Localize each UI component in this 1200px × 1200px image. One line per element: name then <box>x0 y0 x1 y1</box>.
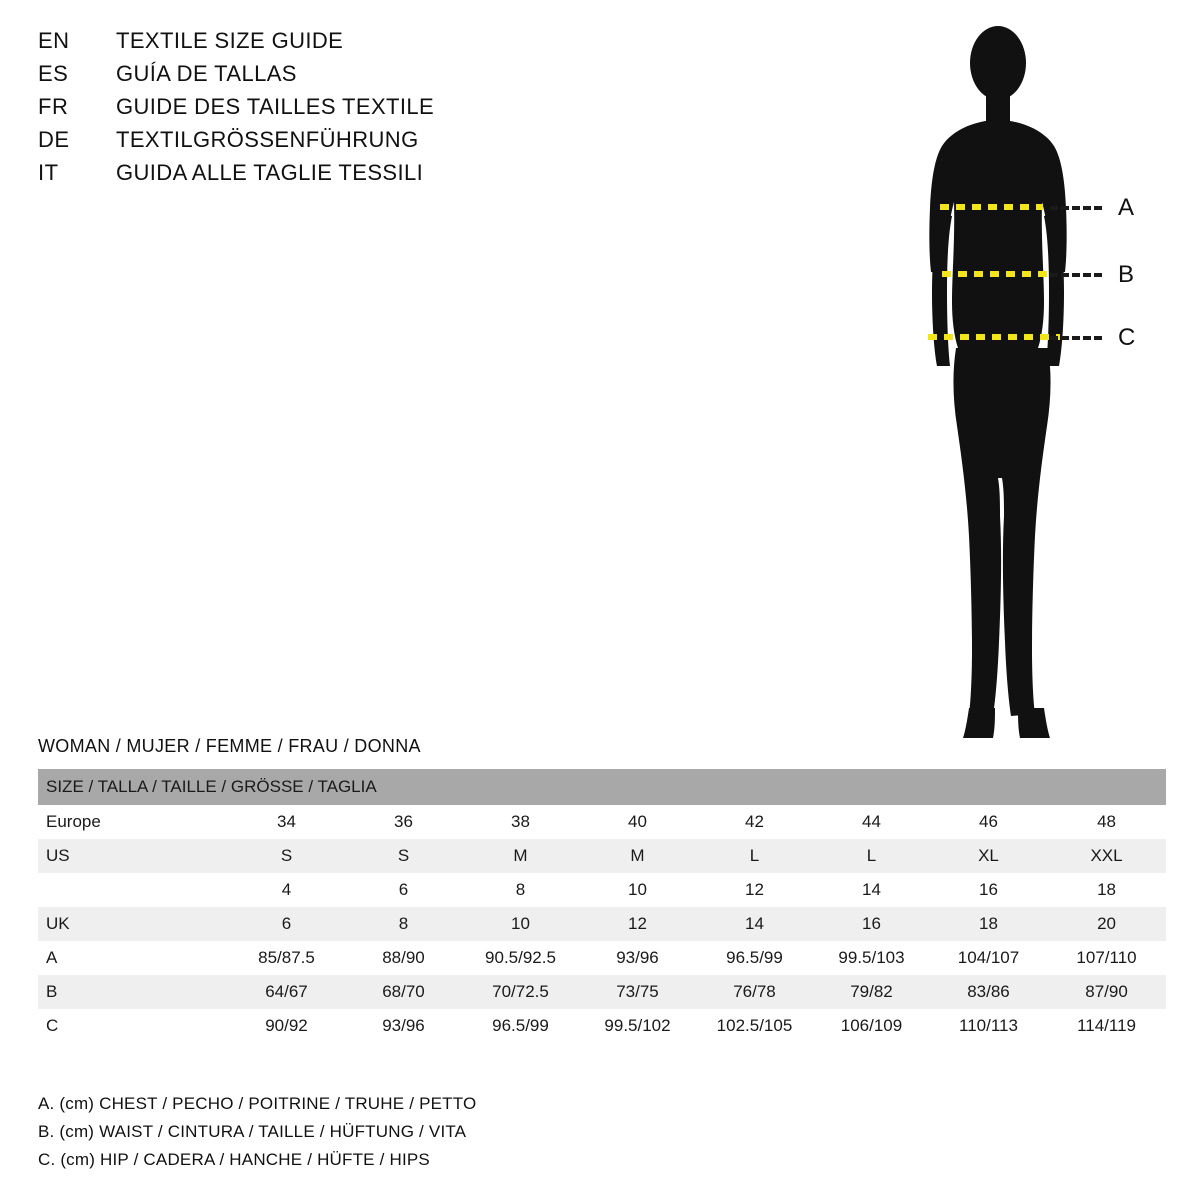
row-label: A <box>38 941 228 975</box>
cell: XXL <box>1047 839 1166 873</box>
cell: 106/109 <box>813 1009 930 1043</box>
title-text: TEXTILGRÖSSENFÜHRUNG <box>116 127 419 152</box>
cell: 34 <box>228 805 345 839</box>
cell: 18 <box>1047 873 1166 907</box>
size-table-section <box>38 736 1166 1043</box>
marker-hip <box>1050 324 1135 352</box>
cell: 83/86 <box>930 975 1047 1009</box>
cell: 10 <box>579 873 696 907</box>
table-row <box>38 805 1166 839</box>
table-row <box>38 1009 1166 1043</box>
cell: 110/113 <box>930 1009 1047 1043</box>
title-lang-code: ES <box>38 61 69 86</box>
title-text: GUIDA ALLE TAGLIE TESSILI <box>116 160 424 185</box>
cell: 96.5/99 <box>462 1009 579 1043</box>
cell: XL <box>930 839 1047 873</box>
cell: 48 <box>1047 805 1166 839</box>
cell: 93/96 <box>579 941 696 975</box>
row-label: Europe <box>38 805 228 839</box>
title-lang-code: EN <box>38 28 70 53</box>
cell: 16 <box>930 873 1047 907</box>
marker-waist <box>1050 261 1134 289</box>
table-row <box>38 975 1166 1009</box>
marker-letter: C <box>1118 324 1136 351</box>
cell: 79/82 <box>813 975 930 1009</box>
cell: 14 <box>813 873 930 907</box>
cell: 85/87.5 <box>228 941 345 975</box>
table-row <box>38 839 1166 873</box>
dashed-leader-line <box>1050 273 1102 277</box>
cell: 99.5/102 <box>579 1009 696 1043</box>
title-lang-code: DE <box>38 127 70 152</box>
title-row <box>38 94 598 127</box>
cell: 88/90 <box>345 941 462 975</box>
cell: 18 <box>930 907 1047 941</box>
cell: 87/90 <box>1047 975 1166 1009</box>
marker-chest <box>1050 194 1134 222</box>
table-row <box>38 873 1166 907</box>
row-label: B <box>38 975 228 1009</box>
table-header-row <box>38 769 1166 805</box>
cell: 12 <box>579 907 696 941</box>
cell: 46 <box>930 805 1047 839</box>
marker-letter: A <box>1118 194 1135 221</box>
cell: 90/92 <box>228 1009 345 1043</box>
cell: 36 <box>345 805 462 839</box>
title-text: GUIDE DES TAILLES TEXTILE <box>116 94 435 119</box>
title-text: TEXTILE SIZE GUIDE <box>116 28 344 53</box>
table-row <box>38 907 1166 941</box>
cell: 99.5/103 <box>813 941 930 975</box>
cell: 114/119 <box>1047 1009 1166 1043</box>
footnote-waist: B. (cm) WAIST / CINTURA / TAILLE / HÜFTUNG / VITA <box>38 1122 467 1141</box>
body-figure <box>860 18 1180 758</box>
cell: 6 <box>228 907 345 941</box>
cell: 93/96 <box>345 1009 462 1043</box>
title-block <box>38 28 598 193</box>
cell: L <box>813 839 930 873</box>
table-caption: WOMAN / MUJER / FEMME / FRAU / DONNA <box>38 736 421 756</box>
row-label: US <box>38 839 228 873</box>
cell: S <box>228 839 345 873</box>
footnotes <box>38 1090 738 1174</box>
cell: M <box>579 839 696 873</box>
row-label: C <box>38 1009 228 1043</box>
title-row <box>38 28 598 61</box>
dashed-leader-line <box>1050 336 1102 340</box>
cell: 38 <box>462 805 579 839</box>
female-silhouette-icon <box>860 18 1180 758</box>
title-lang-code: IT <box>38 160 59 185</box>
cell: 76/78 <box>696 975 813 1009</box>
footnote-hip: C. (cm) HIP / CADERA / HANCHE / HÜFTE / HIPS <box>38 1150 430 1169</box>
footnote-chest: A. (cm) CHEST / PECHO / POITRINE / TRUHE / PETTO <box>38 1094 477 1113</box>
title-row <box>38 61 598 94</box>
cell: L <box>696 839 813 873</box>
cell: 104/107 <box>930 941 1047 975</box>
title-lang-code: FR <box>38 94 69 119</box>
cell: 8 <box>462 873 579 907</box>
cell: 102.5/105 <box>696 1009 813 1043</box>
cell: 70/72.5 <box>462 975 579 1009</box>
cell: 64/67 <box>228 975 345 1009</box>
cell: 107/110 <box>1047 941 1166 975</box>
size-table <box>38 769 1166 1043</box>
cell: 4 <box>228 873 345 907</box>
dashed-leader-line <box>1050 206 1102 210</box>
title-row <box>38 127 598 160</box>
cell: 6 <box>345 873 462 907</box>
cell: 20 <box>1047 907 1166 941</box>
cell: 40 <box>579 805 696 839</box>
cell: 16 <box>813 907 930 941</box>
cell: 14 <box>696 907 813 941</box>
cell: 10 <box>462 907 579 941</box>
marker-letter: B <box>1118 261 1135 288</box>
cell: S <box>345 839 462 873</box>
row-label <box>38 873 228 907</box>
cell: 44 <box>813 805 930 839</box>
table-row <box>38 941 1166 975</box>
cell: 96.5/99 <box>696 941 813 975</box>
cell: 8 <box>345 907 462 941</box>
cell: 68/70 <box>345 975 462 1009</box>
cell: 73/75 <box>579 975 696 1009</box>
title-text: GUÍA DE TALLAS <box>116 61 297 86</box>
cell: 90.5/92.5 <box>462 941 579 975</box>
title-row <box>38 160 598 193</box>
row-label: UK <box>38 907 228 941</box>
cell: 12 <box>696 873 813 907</box>
cell: M <box>462 839 579 873</box>
table-header-label: SIZE / TALLA / TAILLE / GRÖSSE / TAGLIA <box>38 769 1166 805</box>
cell: 42 <box>696 805 813 839</box>
